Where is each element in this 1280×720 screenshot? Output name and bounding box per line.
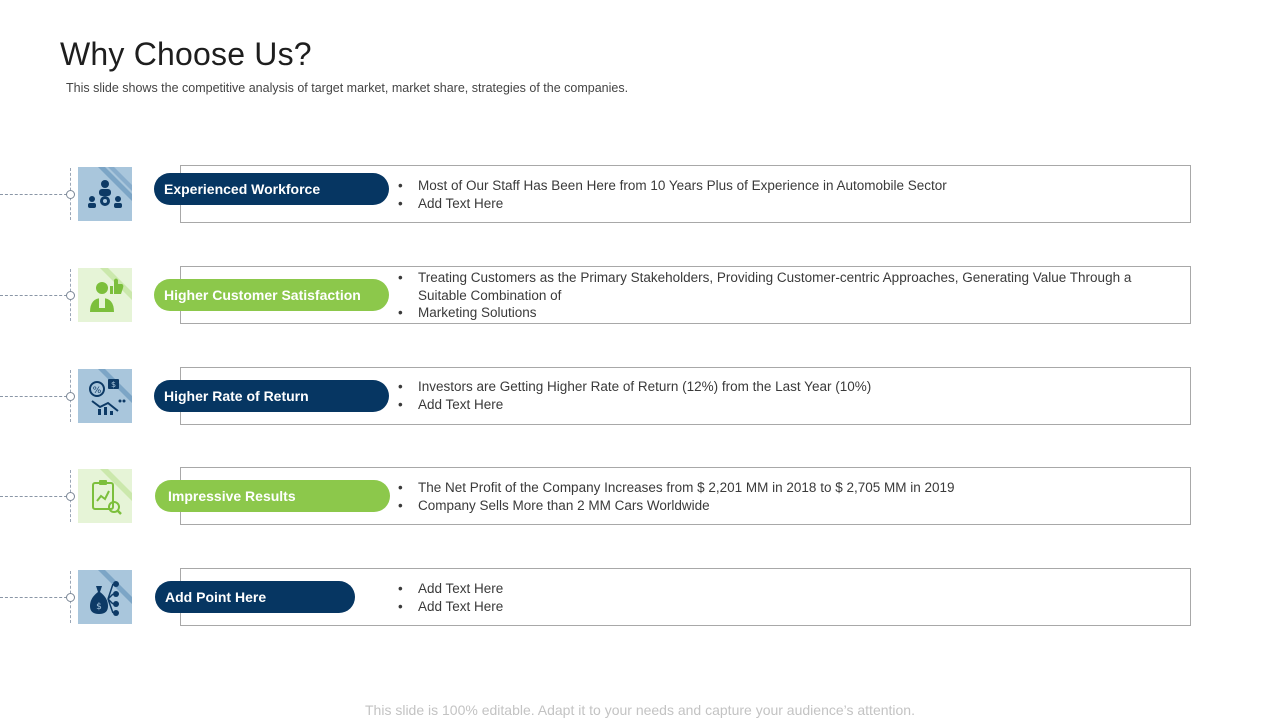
percentage-chart-icon <box>78 369 132 423</box>
list-item: • Company Sells More than 2 MM Cars Worldwide <box>398 497 955 515</box>
feature-label-pill: Higher Customer Satisfaction <box>154 279 389 311</box>
list-item: Suitable Combination of <box>418 287 562 303</box>
list-item: • Investors are Getting Higher Rate of Return (12%) from the Last Year (10%) <box>398 378 871 396</box>
connector-line <box>0 194 72 195</box>
connector-line <box>0 295 72 296</box>
svg-text:$: $ <box>110 380 117 389</box>
slide-footer-note: This slide is 100% editable. Adapt it to your needs and capture your audience’s attention. <box>365 702 915 718</box>
list-item: • Most of Our Staff Has Been Here from 10 Years Plus of Experience in Automobile Sector <box>398 177 947 195</box>
clipboard-chart-icon <box>78 469 132 523</box>
bullet-list <box>398 269 1131 322</box>
connector-line <box>0 496 72 497</box>
feature-label-pill: Experienced Workforce <box>154 173 389 205</box>
slide-subtitle: This slide shows the competitive analysis of target market, market share, strategies of the companies. <box>66 81 629 95</box>
connector-dot <box>66 593 75 602</box>
feature-label-pill: Higher Rate of Return <box>154 380 389 412</box>
bullet-list <box>398 479 955 514</box>
connector-dot <box>66 291 75 300</box>
list-item: • The Net Profit of the Company Increases from $ 2,201 MM in 2018 to $ 2,705 MM in 2019 <box>398 479 955 497</box>
bullet-list <box>398 580 503 615</box>
bullet-list <box>398 177 947 212</box>
thumbs-up-person-icon <box>78 268 132 322</box>
list-item: • Add Text Here <box>398 580 503 598</box>
list-item: • Add Text Here <box>398 396 871 414</box>
feature-row-experienced-workforce <box>0 165 1280 225</box>
list-item: • Add Text Here <box>398 195 947 213</box>
svg-text:$: $ <box>96 602 102 612</box>
connector-line <box>0 396 72 397</box>
list-item: • Treating Customers as the Primary Stakeholders, Providing Customer-centric Approaches, Generating Value Through a <box>398 269 1131 287</box>
bullet-list <box>398 378 871 413</box>
slide-title: Why Choose Us? <box>60 36 312 72</box>
feature-row-higher-rate-of-return <box>0 367 1280 427</box>
connector-dot <box>66 392 75 401</box>
feature-label-pill: Add Point Here <box>155 581 355 613</box>
connector-line <box>0 597 72 598</box>
feature-label-pill: Impressive Results <box>155 480 390 512</box>
money-bag-network-icon <box>78 570 132 624</box>
connector-dot <box>66 492 75 501</box>
feature-row-add-point-here <box>0 568 1280 628</box>
list-item: • Marketing Solutions <box>398 304 1131 322</box>
list-item: • Add Text Here <box>398 598 503 616</box>
connector-dot <box>66 190 75 199</box>
feature-row-higher-customer-satisfaction <box>0 266 1280 326</box>
feature-row-impressive-results <box>0 467 1280 527</box>
svg-text:%: % <box>92 386 102 396</box>
team-gear-icon <box>78 167 132 221</box>
